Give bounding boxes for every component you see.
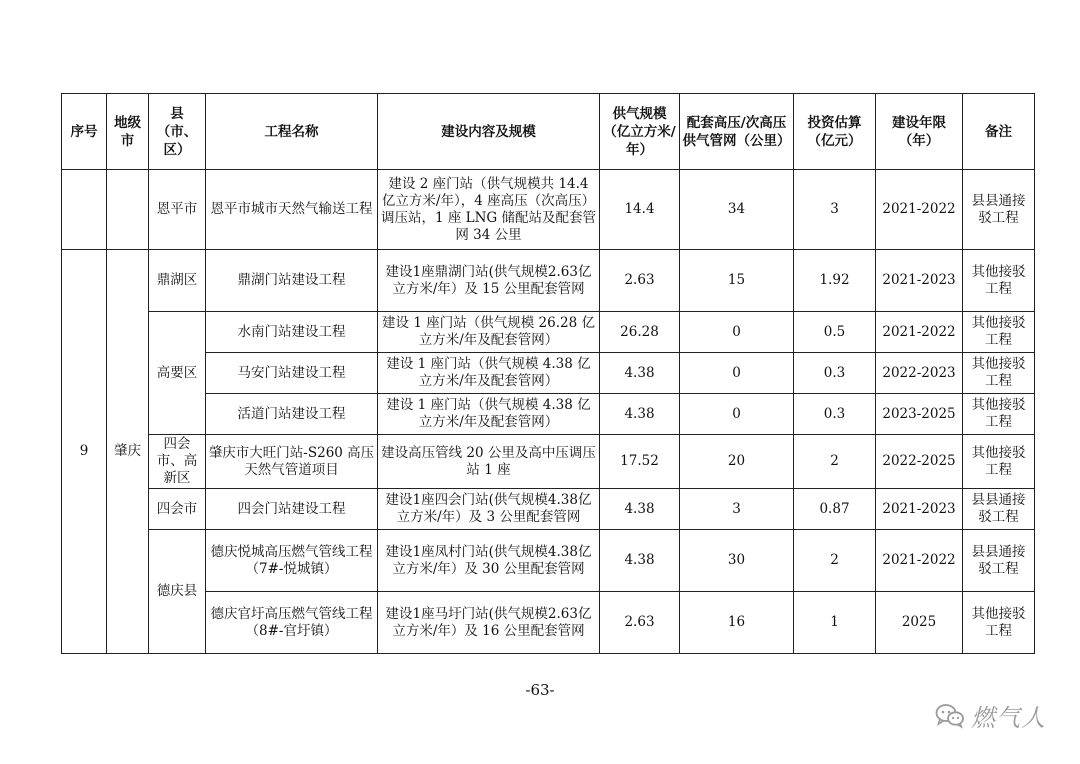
project-name-cell: 德庆官圩高压燃气管线工程（8#-官圩镇）	[206, 592, 378, 654]
project-name-cell: 恩平市城市天然气输送工程	[206, 170, 378, 250]
investment-cell: 0.3	[794, 394, 876, 435]
years-cell: 2021-2023	[876, 489, 963, 530]
header-content: 建设内容及规模	[378, 94, 600, 170]
years-cell: 2021-2022	[876, 170, 963, 250]
project-name-cell: 肇庆市大旺门站-S260 高压天然气管道项目	[206, 435, 378, 489]
remark-cell: 其他接驳工程	[963, 250, 1035, 312]
supply-cell: 2.63	[600, 592, 680, 654]
investment-cell: 2	[794, 435, 876, 489]
header-pipeline: 配套高压/次高压供气管网（公里）	[680, 94, 794, 170]
county-cell: 鼎湖区	[149, 250, 206, 312]
years-cell: 2021-2023	[876, 250, 963, 312]
supply-cell: 4.38	[600, 530, 680, 592]
pipeline-cell: 0	[680, 312, 794, 353]
wechat-icon	[935, 703, 965, 729]
content-cell: 建设 1 座门站（供气规模 4.38 亿立方米/年及配套管网）	[378, 353, 600, 394]
header-remark: 备注	[963, 94, 1035, 170]
remark-cell: 县县通接驳工程	[963, 530, 1035, 592]
content-cell: 建设 1 座门站（供气规模 4.38 亿立方米/年及配套管网）	[378, 394, 600, 435]
years-cell: 2025	[876, 592, 963, 654]
years-cell: 2022-2025	[876, 435, 963, 489]
table-row	[62, 394, 1035, 435]
pipeline-cell: 0	[680, 353, 794, 394]
content-cell: 建设 2 座门站（供气规模共 14.4 亿立方米/年），4 座高压（次高压）调压站，1 座 LNG 储配站及配套管网 34 公里	[378, 170, 600, 250]
gas-project-table	[61, 93, 1035, 654]
investment-cell: 0.5	[794, 312, 876, 353]
project-name-cell: 四会门站建设工程	[206, 489, 378, 530]
index-cell-empty	[62, 170, 107, 250]
project-name-cell: 鼎湖门站建设工程	[206, 250, 378, 312]
county-cell: 恩平市	[149, 170, 206, 250]
watermark-text: 燃气人	[971, 704, 1046, 732]
supply-cell: 2.63	[600, 250, 680, 312]
investment-cell: 1	[794, 592, 876, 654]
county-cell: 德庆县	[149, 530, 206, 654]
supply-cell: 17.52	[600, 435, 680, 489]
header-supply: 供气规模（亿立方米/年）	[600, 94, 680, 170]
remark-cell: 其他接驳工程	[963, 394, 1035, 435]
county-cell: 高要区	[149, 312, 206, 435]
pipeline-cell: 0	[680, 394, 794, 435]
table-header-row	[62, 94, 1035, 170]
city-cell-empty	[107, 170, 149, 250]
county-cell: 四会市、高新区	[149, 435, 206, 489]
project-name-cell: 活道门站建设工程	[206, 394, 378, 435]
years-cell: 2022-2023	[876, 353, 963, 394]
investment-cell: 2	[794, 530, 876, 592]
investment-cell: 0.3	[794, 353, 876, 394]
content-cell: 建设高压管线 20 公里及高中压调压站 1 座	[378, 435, 600, 489]
table-row	[62, 312, 1035, 353]
content-cell: 建设 1 座门站（供气规模 26.28 亿立方米/年及配套管网）	[378, 312, 600, 353]
remark-cell: 县县通接驳工程	[963, 489, 1035, 530]
county-cell: 四会市	[149, 489, 206, 530]
content-cell: 建设1座凤村门站(供气规模4.38亿立方米/年）及 30 公里配套管网	[378, 530, 600, 592]
pipeline-cell: 20	[680, 435, 794, 489]
table-row	[62, 353, 1035, 394]
table-row	[62, 170, 1035, 250]
investment-cell: 0.87	[794, 489, 876, 530]
header-county: 县（市、区）	[149, 94, 206, 170]
table-row	[62, 530, 1035, 592]
project-name-cell: 水南门站建设工程	[206, 312, 378, 353]
watermark	[935, 698, 1046, 733]
table-row	[62, 250, 1035, 312]
project-name-cell: 马安门站建设工程	[206, 353, 378, 394]
page-number: -63-	[525, 681, 555, 699]
years-cell: 2021-2022	[876, 312, 963, 353]
content-cell: 建设1座鼎湖门站(供气规模2.63亿立方米/年）及 15 公里配套管网	[378, 250, 600, 312]
header-project-name: 工程名称	[206, 94, 378, 170]
header-years: 建设年限（年）	[876, 94, 963, 170]
index-cell: 9	[62, 250, 107, 654]
supply-cell: 4.38	[600, 353, 680, 394]
years-cell: 2023-2025	[876, 394, 963, 435]
supply-cell: 4.38	[600, 394, 680, 435]
supply-cell: 26.28	[600, 312, 680, 353]
investment-cell: 1.92	[794, 250, 876, 312]
investment-cell: 3	[794, 170, 876, 250]
remark-cell: 其他接驳工程	[963, 312, 1035, 353]
project-name-cell: 德庆悦城高压燃气管线工程（7#-悦城镇）	[206, 530, 378, 592]
pipeline-cell: 34	[680, 170, 794, 250]
remark-cell: 其他接驳工程	[963, 592, 1035, 654]
remark-cell: 县县通接驳工程	[963, 170, 1035, 250]
supply-cell: 4.38	[600, 489, 680, 530]
years-cell: 2021-2022	[876, 530, 963, 592]
remark-cell: 其他接驳工程	[963, 353, 1035, 394]
header-index: 序号	[62, 94, 107, 170]
content-cell: 建设1座四会门站(供气规模4.38亿立方米/年）及 3 公里配套管网	[378, 489, 600, 530]
pipeline-cell: 16	[680, 592, 794, 654]
content-cell: 建设1座马圩门站(供气规模2.63亿立方米/年）及 16 公里配套管网	[378, 592, 600, 654]
pipeline-cell: 15	[680, 250, 794, 312]
table-row	[62, 489, 1035, 530]
table-row	[62, 592, 1035, 654]
supply-cell: 14.4	[600, 170, 680, 250]
header-investment: 投资估算（亿元）	[794, 94, 876, 170]
header-city: 地级市	[107, 94, 149, 170]
city-cell: 肇庆	[107, 250, 149, 654]
table-row	[62, 435, 1035, 489]
pipeline-cell: 30	[680, 530, 794, 592]
pipeline-cell: 3	[680, 489, 794, 530]
remark-cell: 其他接驳工程	[963, 435, 1035, 489]
